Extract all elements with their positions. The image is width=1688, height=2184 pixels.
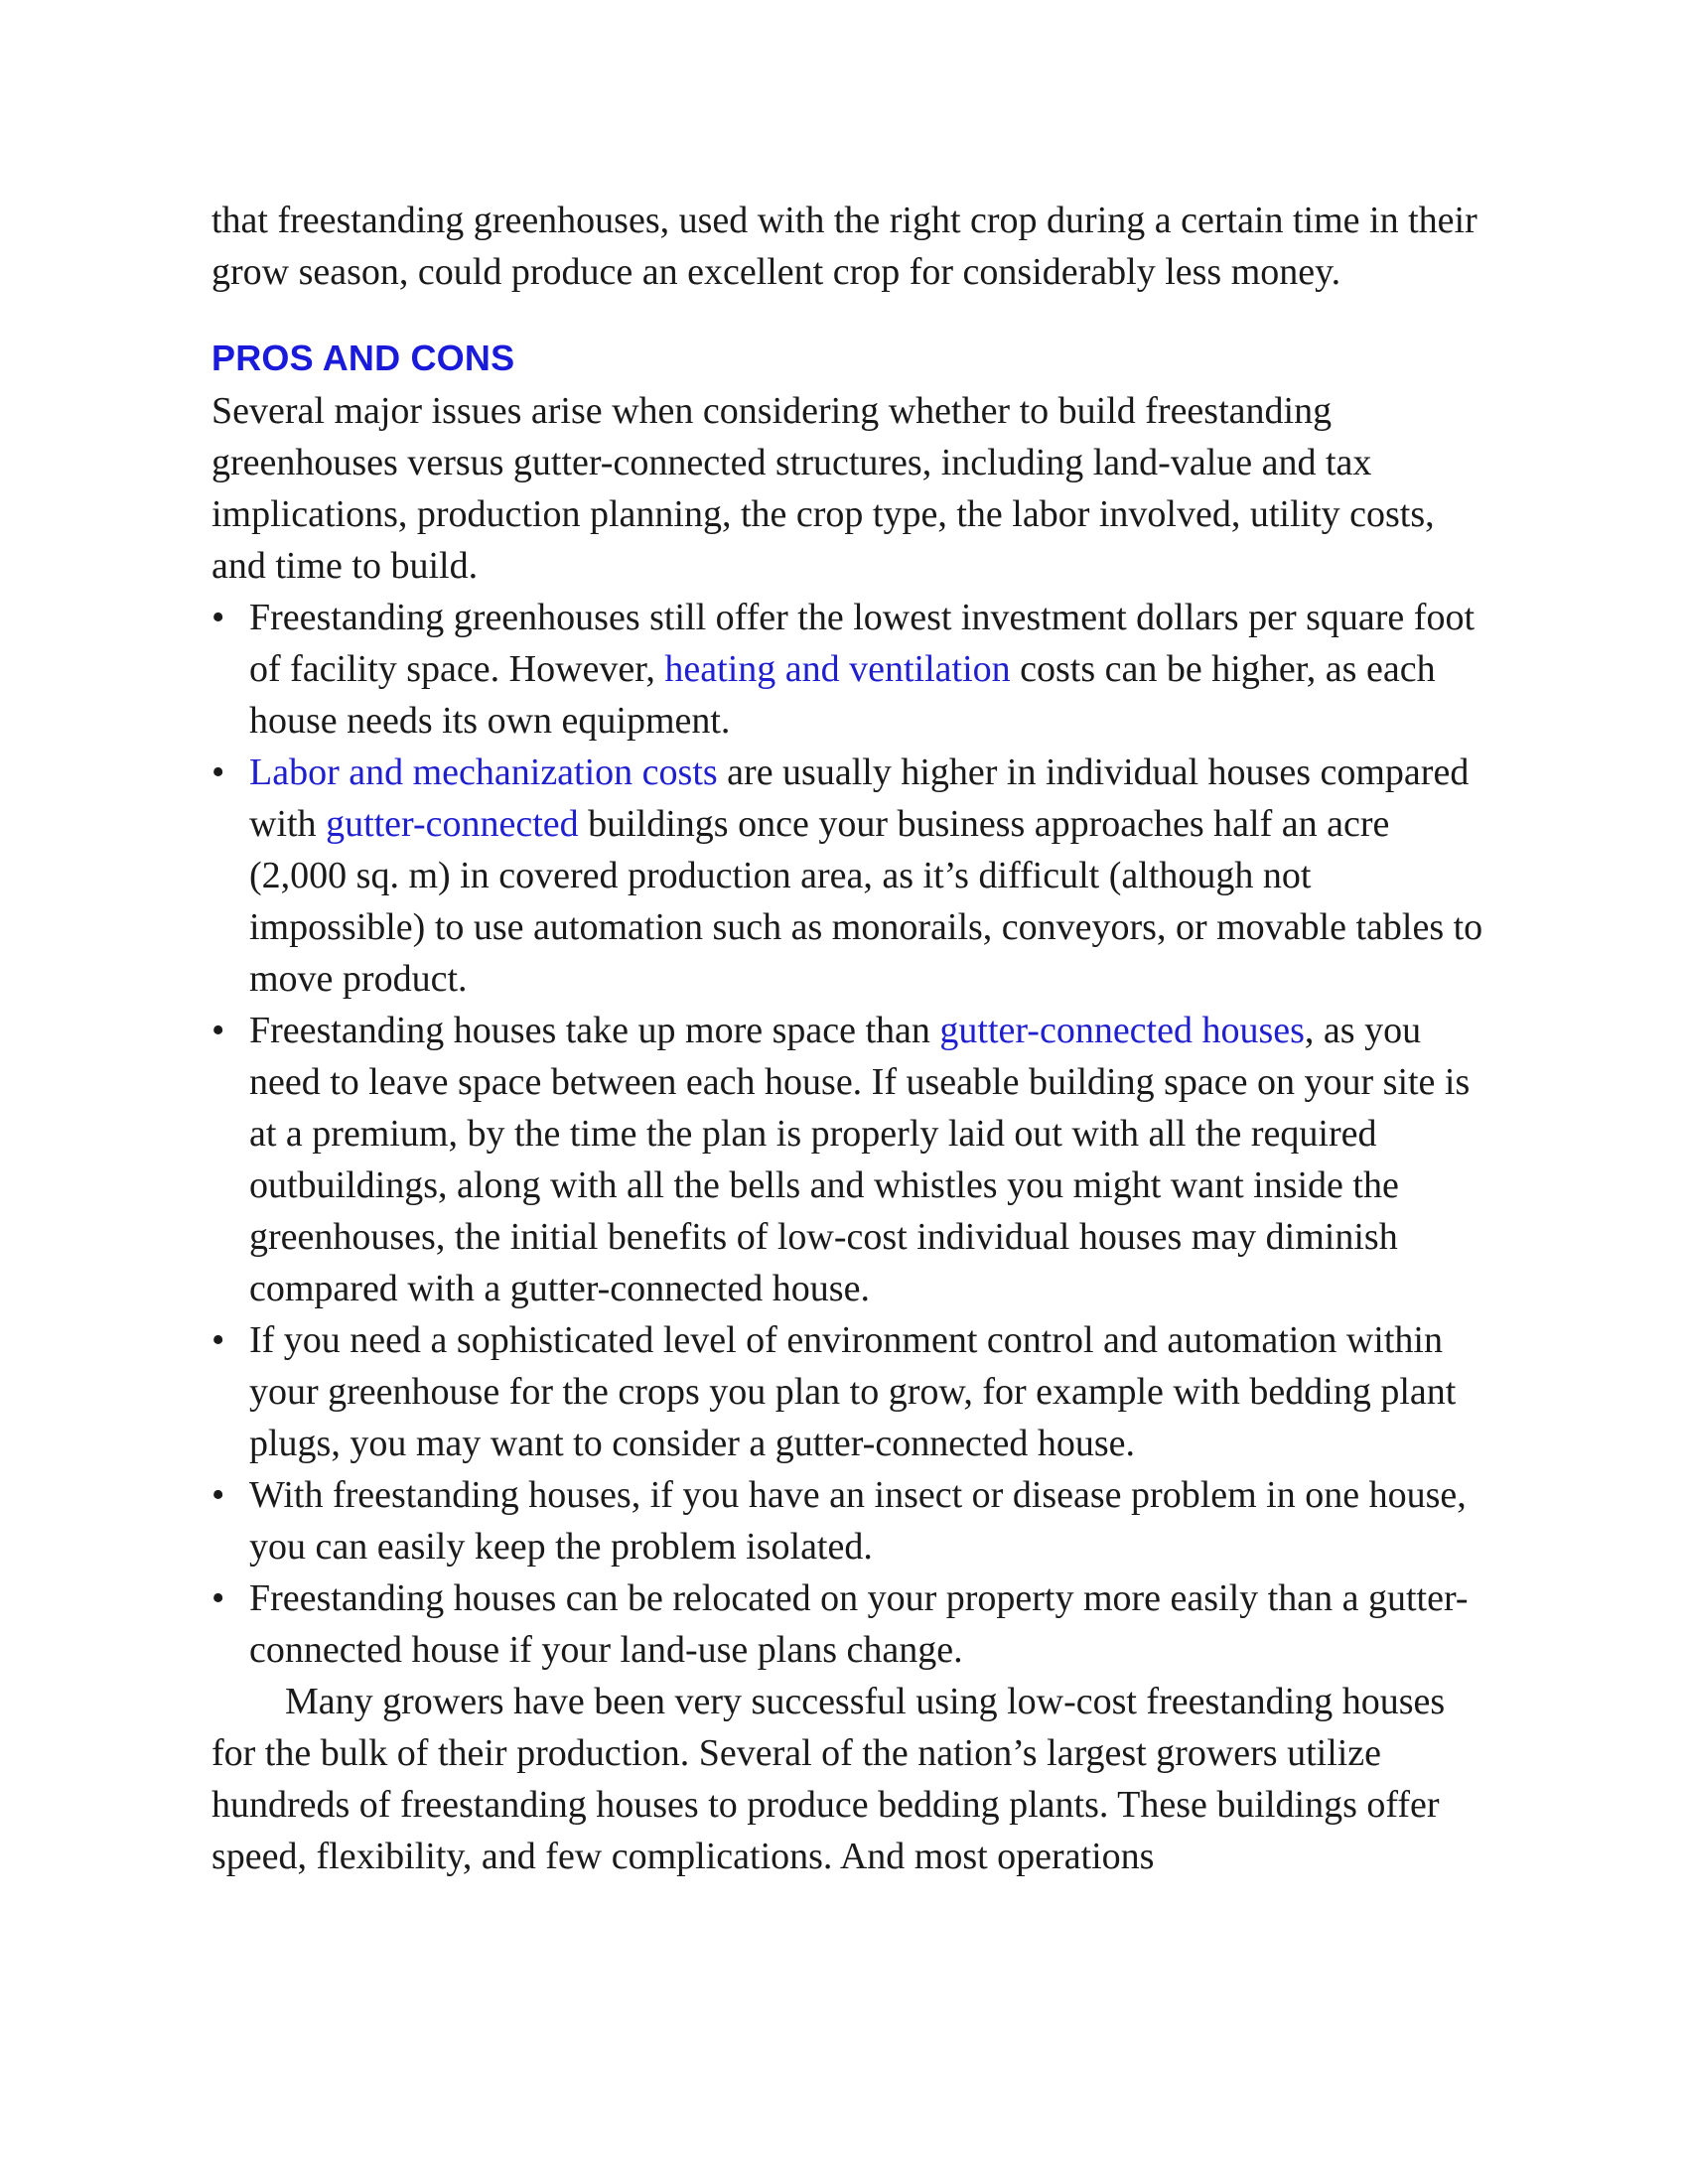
bullet-icon: • — [211, 1010, 225, 1051]
bullet-text: , as you need to leave space between each house. If useable building space on your site is at a premium, by the time the plan is properly laid out with all the required outbuildings, along with all the bells and whistles you might want inside the greenhouses, the initial benefits of low-cost individual houses may diminish compared with a gutter-connected house. — [249, 1010, 1471, 1309]
bullet-text: If you need a sophisticated level of environment control and automation within your greenhouse for the crops you plan to grow, for example with bedding plant plugs, you may want to consider a gutter-connected house. — [249, 1319, 1457, 1464]
link-gutter-connected[interactable]: gutter-connected — [326, 803, 579, 845]
bullet-list — [211, 592, 1492, 1676]
link-labor-and-mechanization-costs[interactable]: Labor and mechanization costs — [249, 751, 718, 793]
bullet-text: Freestanding houses can be relocated on your property more easily than a gutter-connected house if your land-use plans change. — [249, 1577, 1469, 1671]
bullet-text: With freestanding houses, if you have an insect or disease problem in one house, you can easily keep the problem isolated. — [249, 1474, 1467, 1568]
list-item — [211, 1469, 1492, 1572]
bullet-text: are usually higher in individual houses compared with — [249, 751, 1470, 845]
bullet-text: costs can be higher, as each house needs its own equipment. — [249, 648, 1436, 742]
list-item — [211, 1314, 1492, 1469]
document-page — [211, 195, 1492, 1882]
bullet-text: buildings once your business approaches half an acre (2,000 sq. m) in covered production area, as it’s difficult (although not impossible) to use automation such as monorails, conveyors, or movable tables to move product. — [249, 803, 1483, 1000]
bullet-text: Freestanding houses take up more space than — [249, 1010, 940, 1051]
bullet-icon: • — [211, 1319, 225, 1361]
intro-paragraph: that freestanding greenhouses, used with the right crop during a certain time in their grow season, could produce an excellent crop for considerably less money. — [211, 200, 1477, 293]
list-item — [211, 1005, 1492, 1314]
section-heading: PROS AND CONS — [211, 338, 515, 378]
link-heating-and-ventilation[interactable]: heating and ventilation — [664, 648, 1011, 690]
bullet-icon: • — [211, 751, 225, 793]
lead-paragraph: Several major issues arise when considering whether to build freestanding greenhouses versus gutter-connected structures, including land-value and tax implications, production planning, the crop type, the labor involved, utility costs, and time to build. — [211, 390, 1435, 587]
list-item — [211, 592, 1492, 747]
bullet-icon: • — [211, 1577, 225, 1619]
closing-paragraph: Many growers have been very successful using low-cost freestanding houses for the bulk of their production. Several of the nation’s largest growers utilize hundreds of freestanding houses to produce bedding plants. These buildings offer speed, flexibility, and few complications. And most operations — [211, 1681, 1446, 1877]
link-gutter-connected-houses[interactable]: gutter-connected houses — [939, 1010, 1305, 1051]
list-item — [211, 747, 1492, 1005]
bullet-icon: • — [211, 1474, 225, 1516]
bullet-icon: • — [211, 597, 225, 638]
list-item — [211, 1572, 1492, 1676]
bullet-text: Freestanding greenhouses still offer the lowest investment dollars per square foot of facility space. However, — [249, 597, 1475, 690]
